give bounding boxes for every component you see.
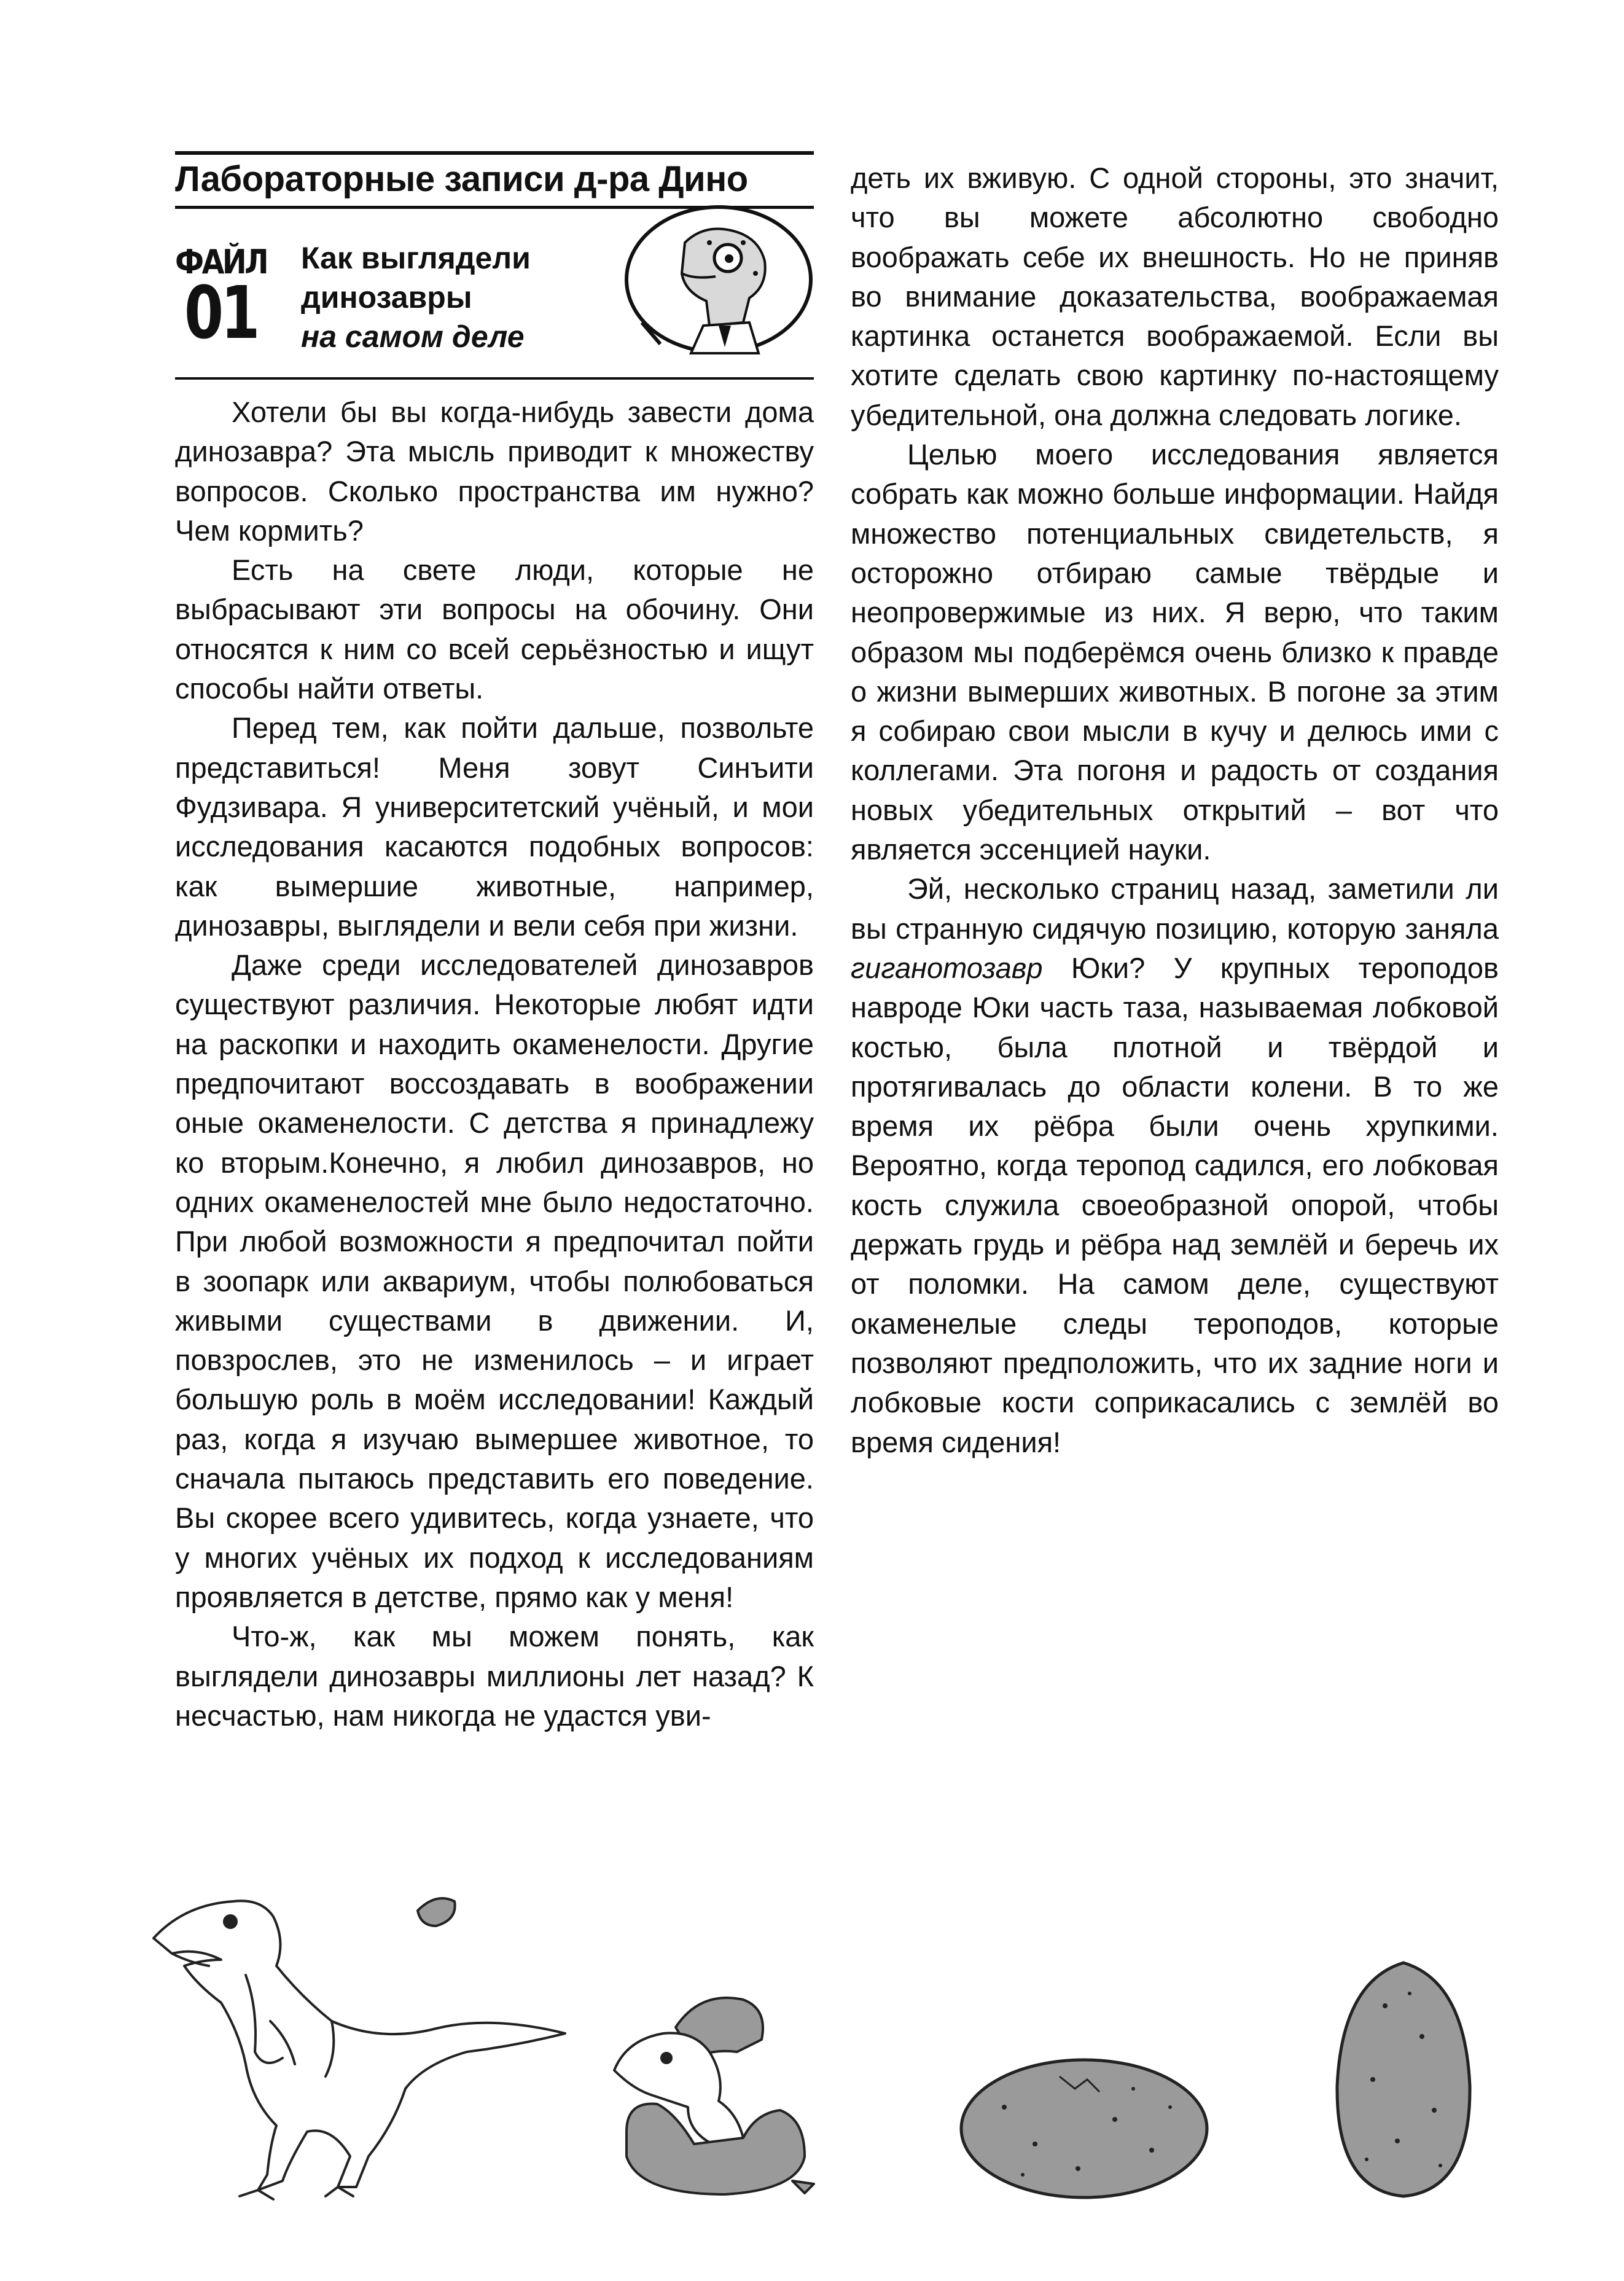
paragraph: Перед тем, как пойти дальше, позвольте представиться! Меня зовут Синъити Фудзивара. Я университетский учёный, и мои исследования касаются подобных вопросов: как вымершие животные, например, динозавры, выглядели и вели себя при жизни.: [175, 711, 814, 942]
file-title: [301, 238, 620, 356]
egg-lying-illustration: [955, 2052, 1213, 2205]
paragraph: [851, 869, 1499, 1461]
dr-dino-portrait-icon: [617, 200, 814, 372]
paragraph: Целью моего исследования является собрать как можно больше информации. Найдя множество потенциальных свидетельств, я осторожно отбираю самые твёрдые и неопровержимые из них. Я верю, что таким образом мы подберёмся очень близко к правде о жизни вымерших животных. В погоне за этим я собираю свои мысли в кучу и делюсь ими с коллегами. Эта погоня и радость от создания новых убедительных открытий – вот что является эссенцией науки.: [851, 438, 1499, 866]
paragraph: деть их вживую. С одной стороны, это значит, что вы можете абсолютно свободно воображать себе их внешность. Но не приняв во внимание доказательства, воображаемая картинка останется воображаемой. Если вы хотите сделать свою картинку по-настоящему убедительной, она должна следовать логике.: [851, 162, 1499, 431]
paragraph: Что-ж, как мы можем понять, как выглядели динозавры миллионы лет назад? К несчастью, нам никогда не удастся уви-: [175, 1620, 814, 1732]
header-bottom-rule: [175, 377, 814, 380]
section-title: Лабораторные записи д-ра Дино: [175, 159, 748, 199]
right-column: [851, 158, 1499, 1462]
paragraph: Есть на свете люди, которые не выбрасывают эти вопросы на обочину. Они относятся к ним со всей серьёзностью и ищут способы найти ответы.: [175, 554, 814, 705]
file-title-line-1: Как выглядели: [301, 241, 531, 275]
file-number: 01: [184, 270, 257, 355]
paragraph-text: Юки? У крупных тероподов навроде Юки часть таза, называемая лобковой костью, была плотной и твёрдой и протягивалась до области колени. В то же время их рёбра были очень хрупкими. Вероятно, когда теропод садился, его лобковая кость служила своеобразной опорой, чтобы держать грудь и рёбра над землёй и беречь их от поломки. На самом деле, существуют окаменелые следы тероподов, которые позволяют предположить, что их задние ноги и лобковые кости соприкасались с землёй во время сидения!: [851, 951, 1499, 1458]
file-title-line-3: на самом деле: [301, 319, 525, 354]
hatchling-illustration: [602, 1972, 841, 2202]
paragraph-text: Эй, несколько страниц назад, заметили ли вы странную сидячую позицию, которую заняла: [851, 872, 1499, 945]
egg-standing-illustration: [1330, 1957, 1477, 2202]
file-title-line-2: динозавры: [301, 280, 472, 315]
left-column: [175, 393, 814, 1735]
raptor-illustration: [147, 1868, 577, 2202]
top-rule: [175, 151, 814, 155]
paragraph: Даже среди исследователей динозавров существуют различия. Некоторые любят идти на раскопки и находить окаменелости. Другие предпочитают воссоздавать в воображении оные окаменелости. С детства я принадлежу ко вторым.Конечно, я любил динозавров, но одних окаменелостей мне было недостаточно. При любой возможности я предпочитал пойти в зоопарк или аквариум, чтобы полюбоваться живыми существами в движении. И, повзрослев, это не изменилось – и играет большую роль в моём исследовании! Каждый раз, когда я изучаю вымершее животное, то сначала пытаюсь представить его поведение. Вы скорее всего удивитесь, когда узнаете, что у многих учёных их подход к исследованиям проявляется в детстве, прямо как у меня!: [175, 949, 814, 1613]
species-name: гиганотозавр: [851, 951, 1043, 984]
file-label: ФАЙЛ: [175, 243, 267, 281]
paragraph: Хотели бы вы когда-нибудь завести дома динозавра? Эта мысль приводит к множеству вопросов. Сколько пространства им нужно? Чем кормить?: [175, 396, 814, 547]
